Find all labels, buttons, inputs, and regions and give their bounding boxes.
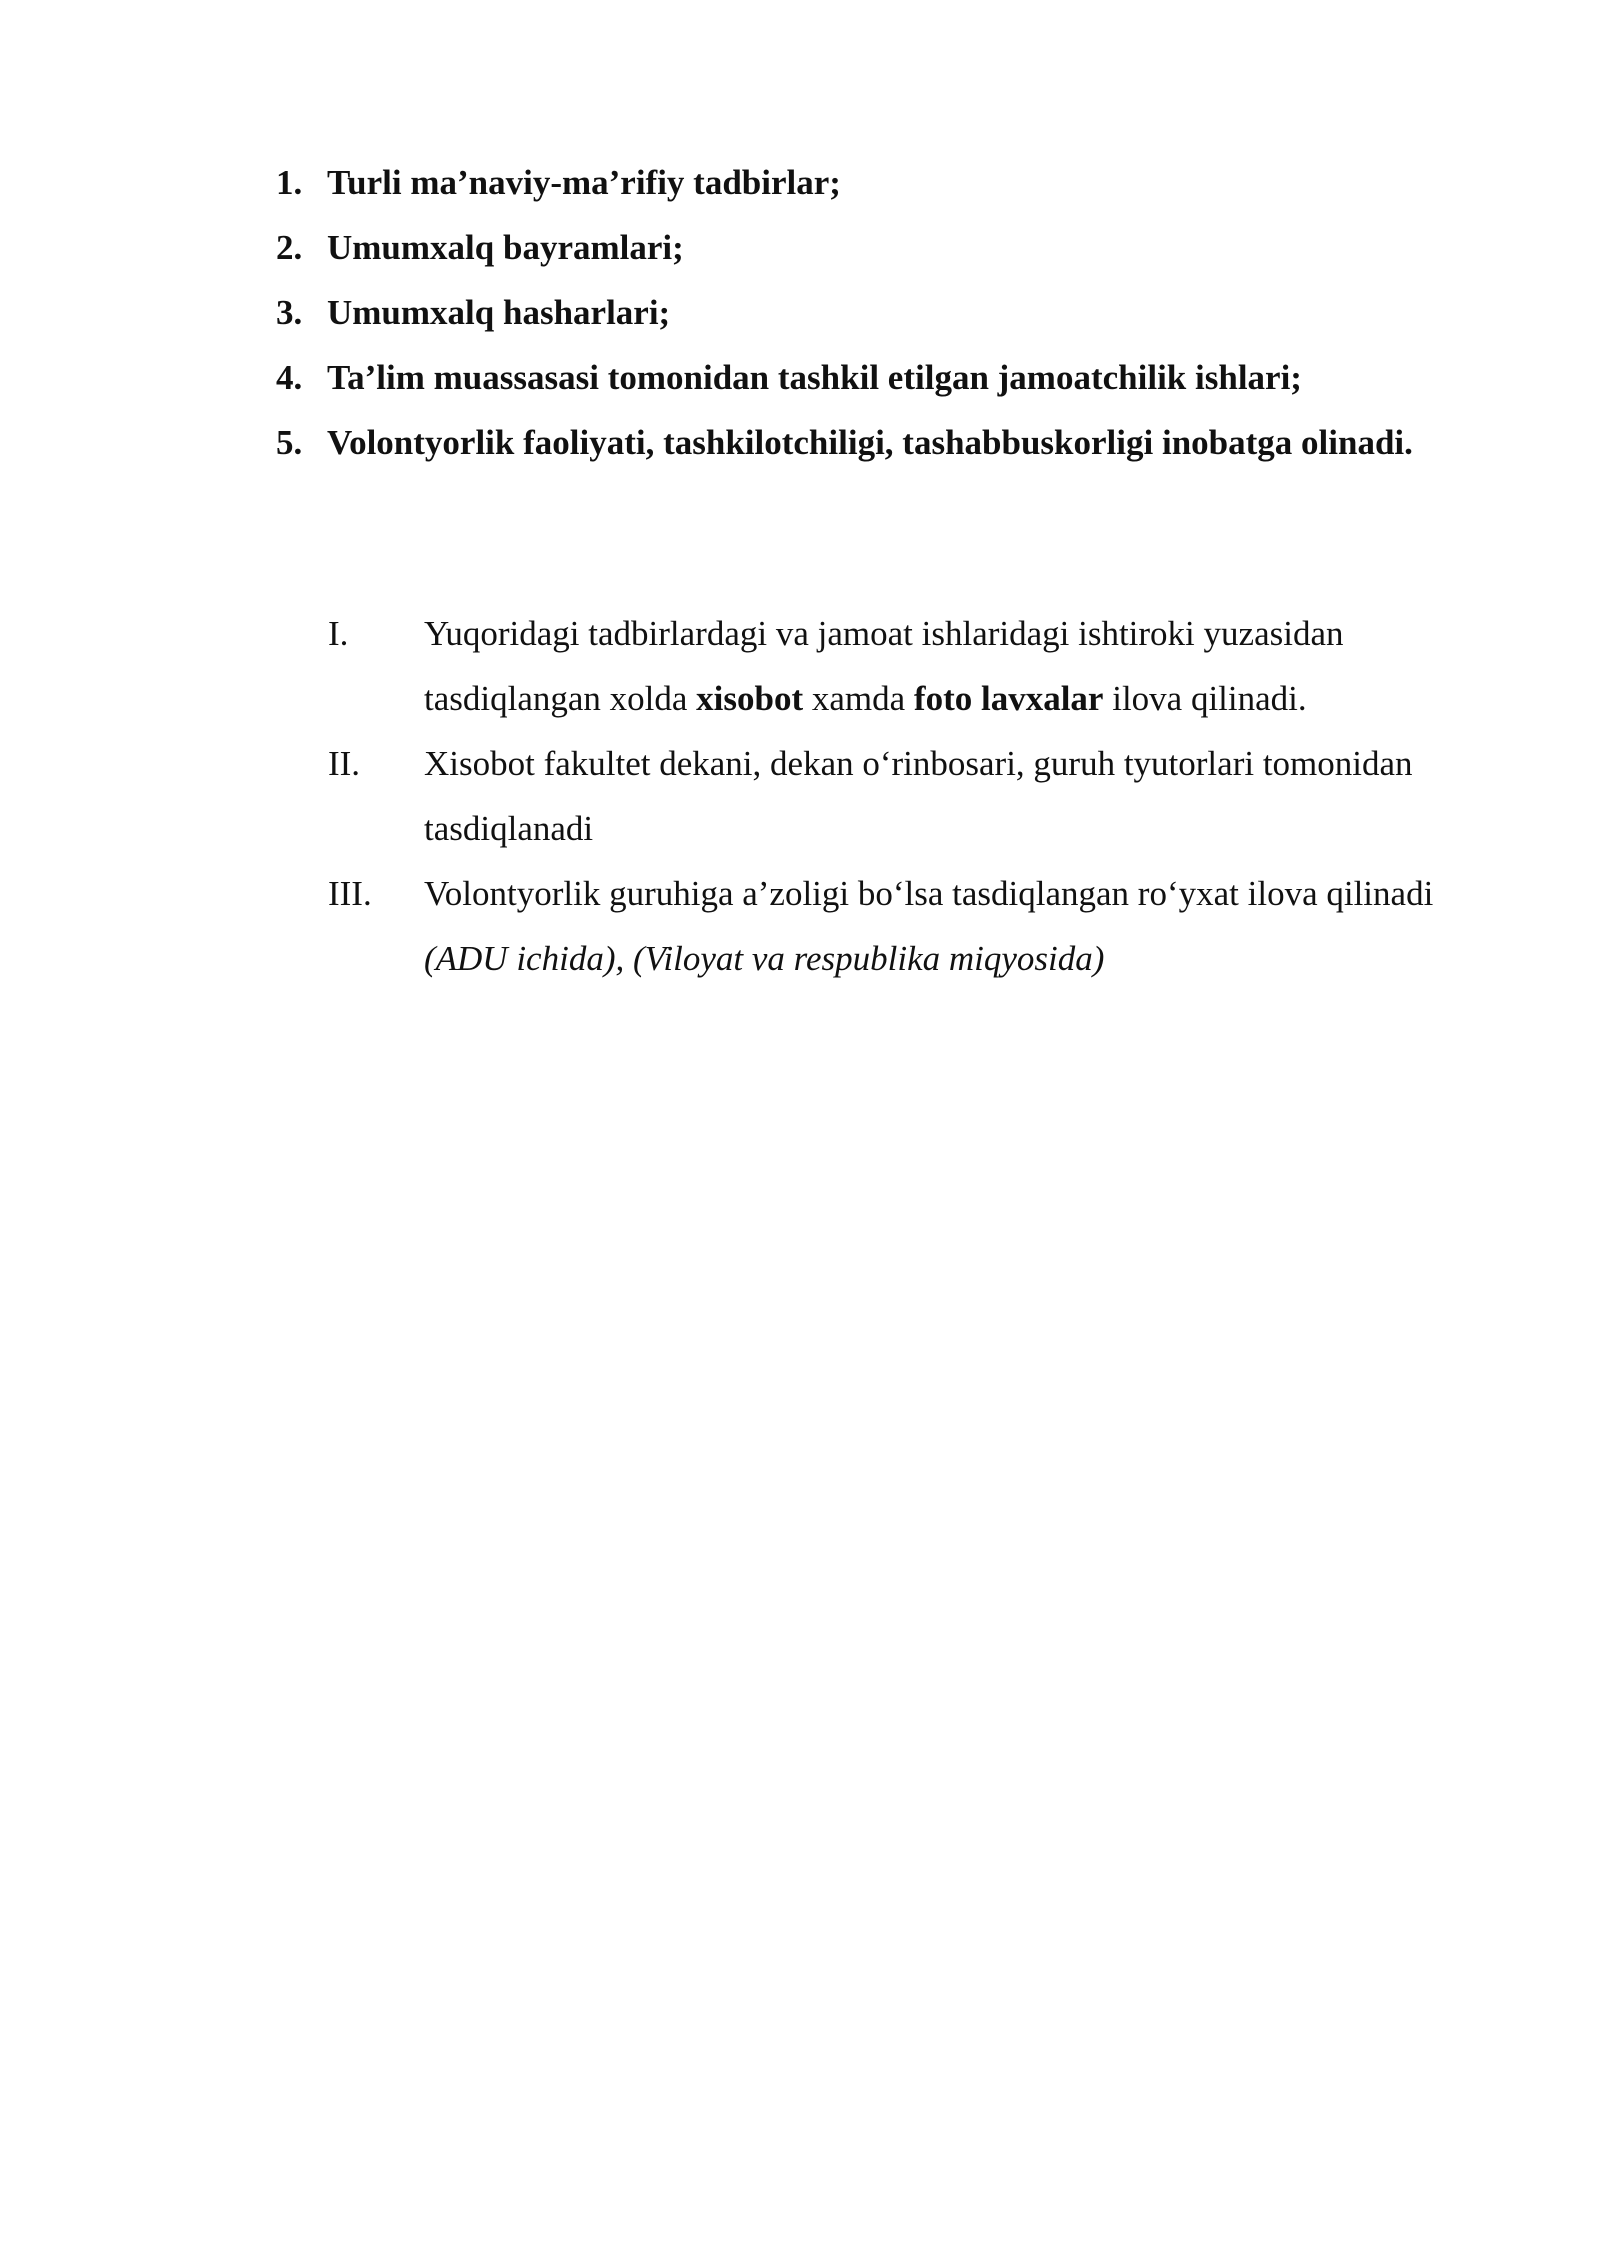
list-item-number: 3. [276,293,303,332]
roman-list-item [328,731,1508,861]
list-item [276,215,1456,280]
roman-item-bold-text: xisobot [696,679,804,718]
roman-item-text-part: ilova qilinadi. [1103,679,1307,718]
roman-item-text-part: Volontyorlik guruhiga a’zoligi bo‘lsa tasdiqlangan ro‘yxat ilova qilinadi [424,874,1434,913]
list-item [276,410,1456,475]
roman-list-item [328,601,1508,731]
list-item [276,280,1456,345]
roman-list-item-number: I. [328,614,349,653]
roman-list-item [328,861,1508,991]
roman-list [328,601,1508,991]
roman-item-italic-text: (ADU ichida), (Viloyat va respublika miqyosida) [424,939,1105,978]
numbered-list [276,150,1456,475]
list-item-text: Ta’lim muassasasi tomonidan tashkil etilgan jamoatchilik ishlari; [327,358,1302,397]
roman-item-bold-text: foto lavxalar [913,679,1104,718]
list-item-text: Volontyorlik faoliyati, tashkilotchiligi, tashabbuskorligi inobatga olinadi. [327,423,1413,462]
list-item-number: 1. [276,163,303,202]
list-item-text: Turli ma’naviy-ma’rifiy tadbirlar; [327,163,841,202]
roman-list-item-number: II. [328,744,361,783]
list-item-number: 4. [276,358,303,397]
roman-item-text-part: Yuqoridagi tadbirlardagi va jamoat ishlaridagi ishtiroki yuzasidan tasdiqlangan xolda [424,614,1344,718]
roman-item-text: Xisobot fakultet dekani, dekan o‘rinbosari, guruh tyutorlari tomonidan tasdiqlanadi [424,744,1413,848]
list-item [276,150,1456,215]
list-item-number: 5. [276,423,303,462]
list-item-text: Umumxalq bayramlari; [327,228,684,267]
list-item-number: 2. [276,228,303,267]
list-item-text: Umumxalq hasharlari; [327,293,671,332]
list-item [276,345,1456,410]
roman-item-text-part: xamda [803,679,914,718]
roman-list-item-number: III. [328,874,372,913]
